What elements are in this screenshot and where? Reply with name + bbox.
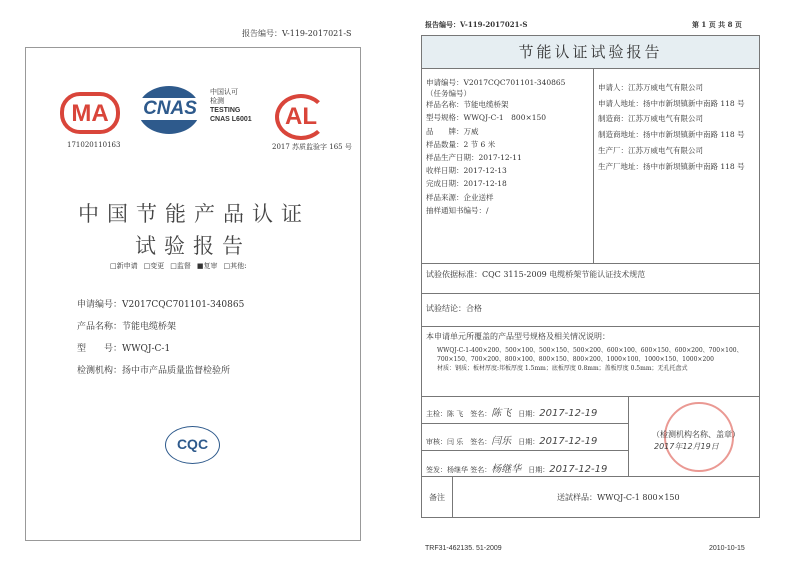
cma-number: 171020110163: [67, 141, 121, 149]
report-type-checkboxes: [110, 261, 246, 271]
field-application-no: 申请编号：V2017CQC701101-340865: [77, 300, 245, 310]
signatures: [426, 400, 626, 484]
coverage-title: 本申请单元所覆盖的产品型号规格及相关情况说明：: [426, 332, 610, 341]
report-number: 报告编号：V-119-2017021-S: [425, 20, 528, 29]
cma-logo: MA: [60, 92, 120, 134]
cal-number: 2017 苏质监验字 165 号: [272, 143, 352, 151]
remark-label: 备注: [429, 493, 445, 502]
cover-subtitle: 试验报告: [135, 234, 251, 258]
checkbox-supervise: □监督: [170, 262, 191, 270]
checkbox-change: □变更: [143, 262, 165, 270]
stamp-date: 2017年12月19日: [654, 442, 719, 451]
checkbox-new: □新申请: [110, 262, 138, 270]
report-title: 节能认证试验报告: [422, 36, 759, 68]
remark-text: 送試样品：WWQJ-C-1 800×150: [557, 493, 680, 502]
applicant-info: 申请人：江苏万威电气有限公司 申请人地址：扬中市新坝镇新中南路 118 号 制造商：江苏万威电气有限公司 制造商地址：扬中市新坝镇新中南路 118 号 生产厂：江苏万威电气有限公司 生产厂地址：扬中市新坝镇新中南路 118 号: [598, 83, 745, 171]
signature-row-issuer: 签发：杨继华 签名：杨继华 日期：2017-12-19: [426, 464, 608, 475]
test-conclusion: 试验结论：合格: [426, 304, 482, 313]
checkbox-review: ■复审: [196, 262, 218, 270]
report-number: 报告编号：V-119-2017021-S: [242, 29, 352, 38]
signature-row-reviewer: 审核：闫 乐 签名：闫乐 日期：2017-12-19: [426, 436, 598, 447]
checkbox-other: □其他:: [223, 262, 247, 270]
field-test-institution: 检测机构：扬中市产品质量监督检验所: [77, 366, 231, 376]
test-standard: 试验依据标准：CQC 3115-2009 电缆桥架节能认证技术规范: [426, 270, 646, 279]
signature-row-inspector: 主检：陈 飞 签名：陈飞 日期：2017-12-19: [426, 408, 598, 419]
field-model: 型 号：WWQJ-C-1: [77, 344, 171, 354]
field-product-name: 产品名称：节能电缆桥架: [77, 322, 177, 332]
cqc-logo: CQC: [165, 426, 220, 464]
stamp-caption: （检测机构名称、盖章）: [652, 430, 740, 439]
cal-logo: AL: [275, 94, 327, 140]
report-table: [421, 35, 760, 518]
cover-title: 中国节能产品认证: [78, 202, 310, 226]
form-date: 2010-10-15: [709, 545, 745, 552]
form-number: TRF31-462135. 51-2009: [425, 545, 502, 552]
sample-info: 申请编号：V2017CQC701101-340865 （任务编号） 样品名称：节能电缆桥架 型号规格：WWQJ-C-1 800×150 品 牌：万威 样品数量：2 节 6 米 样品生产日期：2017-12-11 收样日期：2017-12-13 完成日期：2017-12-18 样品来源：企业送样 抽样通知书编号：/: [426, 78, 566, 215]
coverage-specs: WWQJ-C-1-400×200、500×100、500×150、500×200、600×100、600×150、600×200、700×100、 700×150、700×200、800×100、800×150、800×200、1000×100、1000×150、1000×200 材质：钢质；板材厚度:邦板厚度 1.5mm；底板厚度 0.8mm；盖板厚度 0.5mm；无孔托盘式: [437, 347, 743, 372]
page-info: 第 1 页 共 8 页: [692, 20, 742, 29]
cover-fields: [77, 294, 244, 382]
cnas-caption: 中国认可 检测 TESTING CNAS L6001: [210, 89, 252, 123]
